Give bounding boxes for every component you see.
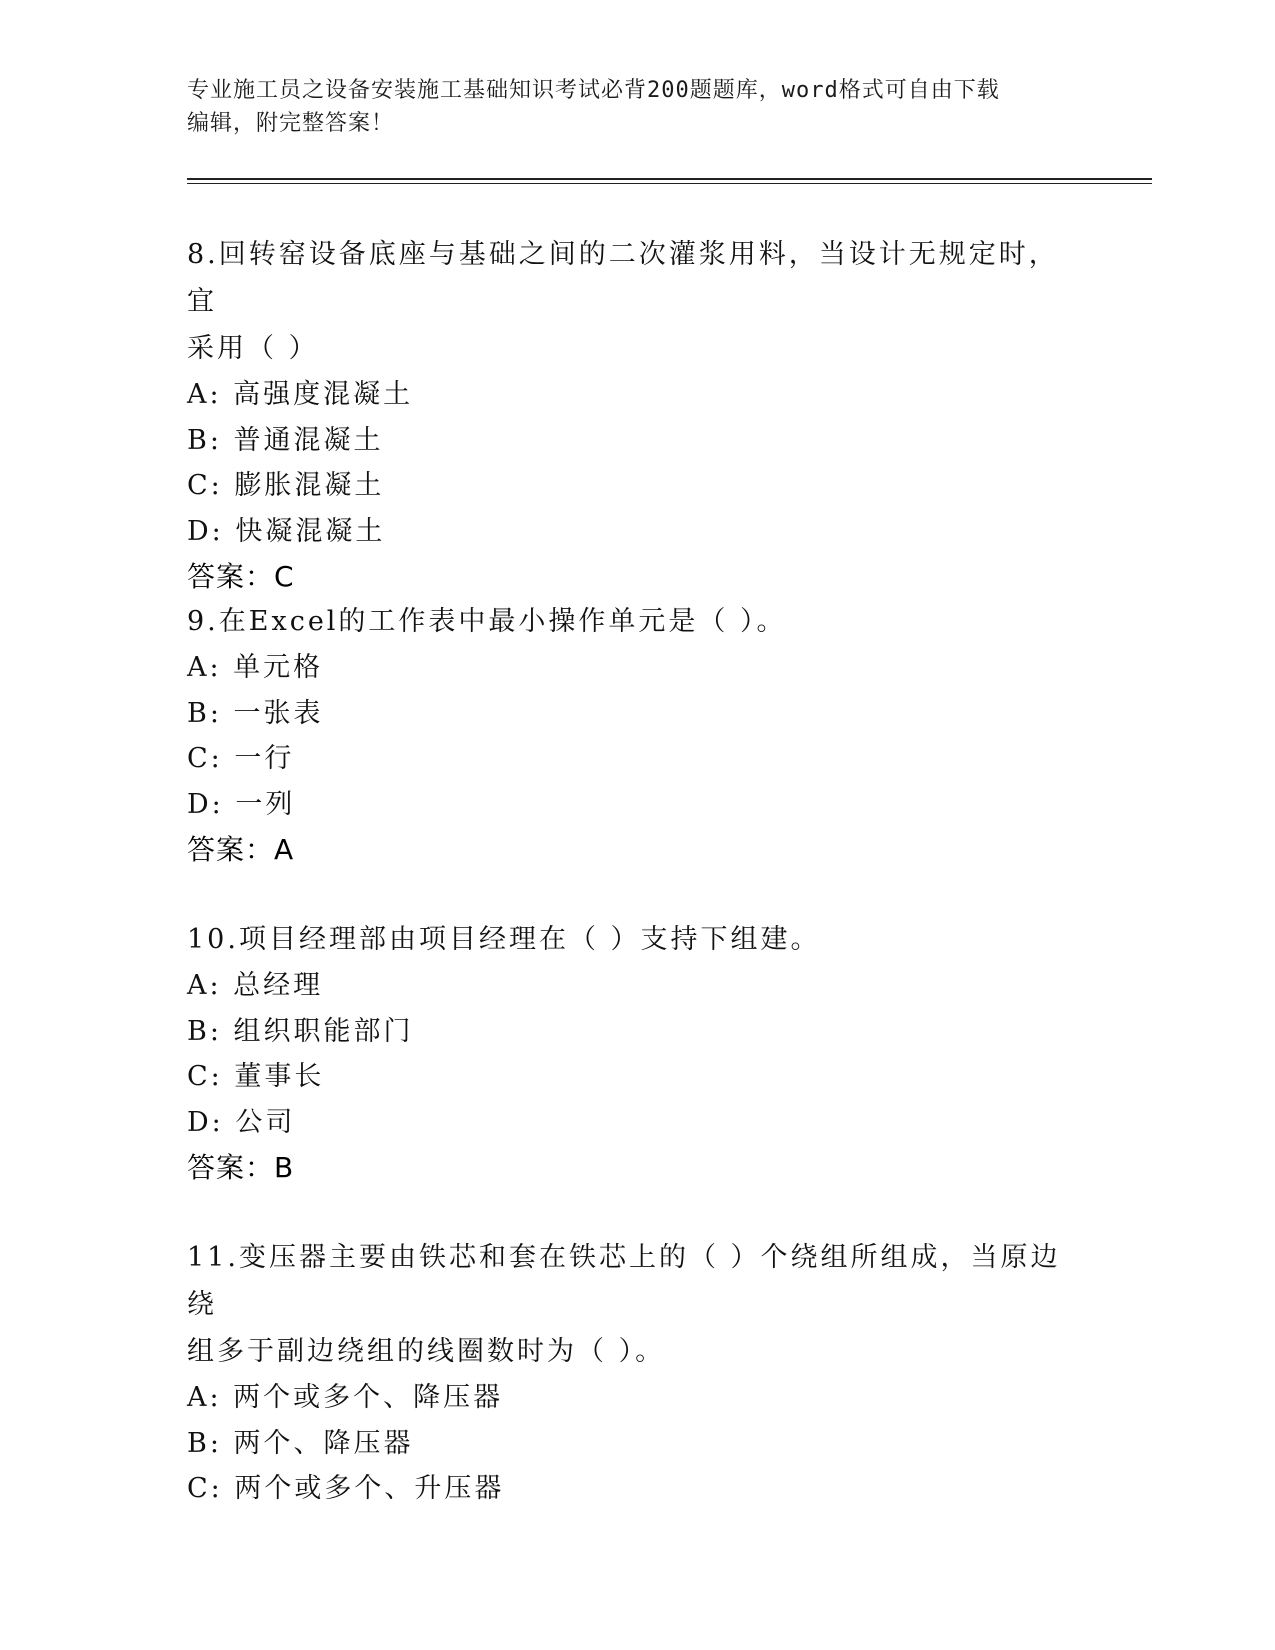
option-a: A: 两个或多个、降压器 [187, 1382, 504, 1413]
option-c: C: 膨胀混凝土 [187, 470, 385, 501]
option-c: C: 两个或多个、升压器 [187, 1473, 505, 1504]
option-c: C: 一行 [187, 743, 295, 774]
option-b: B: 组织职能部门 [187, 1015, 414, 1047]
question-10 [187, 916, 1067, 1191]
question-stem-line-2: 采用（ ） [187, 333, 319, 364]
question-stem-line-2: 组多于副边绕组的线圈数时为（ ）。 [187, 1336, 666, 1367]
option-a: A: 总经理 [187, 970, 324, 1001]
answer: 答案：C [187, 560, 295, 593]
option-a: A: 单元格 [187, 652, 324, 683]
answer: 答案：A [187, 833, 295, 866]
header-title-line-1: 专业施工员之设备安装施工基础知识考试必背200题题库，word格式可自由下载 [187, 78, 1000, 103]
option-a: A: 高强度混凝土 [187, 379, 414, 410]
option-b: B: 两个、降压器 [187, 1427, 414, 1459]
question-stem-line-1: 10.项目经理部由项目经理在（ ）支持下组建。 [187, 924, 821, 955]
answer: 答案：B [187, 1151, 295, 1184]
header-title-line-2: 编辑，附完整答案！ [187, 111, 395, 136]
header-divider-thick [187, 178, 1152, 180]
option-b: B: 普通混凝土 [187, 424, 384, 456]
document-header [187, 74, 1067, 140]
question-9 [187, 598, 1067, 873]
header-divider-thin [187, 183, 1152, 184]
option-c: C: 董事长 [187, 1061, 325, 1092]
question-stem-line-1: 11.变压器主要由铁芯和套在铁芯上的（ ）个绕组所组成，当原边绕 [187, 1242, 1061, 1320]
option-d: D: 公司 [187, 1106, 296, 1138]
option-b: B: 一张表 [187, 697, 324, 729]
option-d: D: 一列 [187, 788, 296, 820]
question-stem-line-1: 8.回转窑设备底座与基础之间的二次灌浆用料，当设计无规定时，宜 [187, 239, 1059, 317]
question-8 [187, 231, 1067, 600]
question-11 [187, 1234, 1067, 1512]
question-stem-line-1: 9.在Excel的工作表中最小操作单元是（ ）。 [187, 606, 787, 637]
option-d: D: 快凝混凝土 [187, 515, 386, 547]
